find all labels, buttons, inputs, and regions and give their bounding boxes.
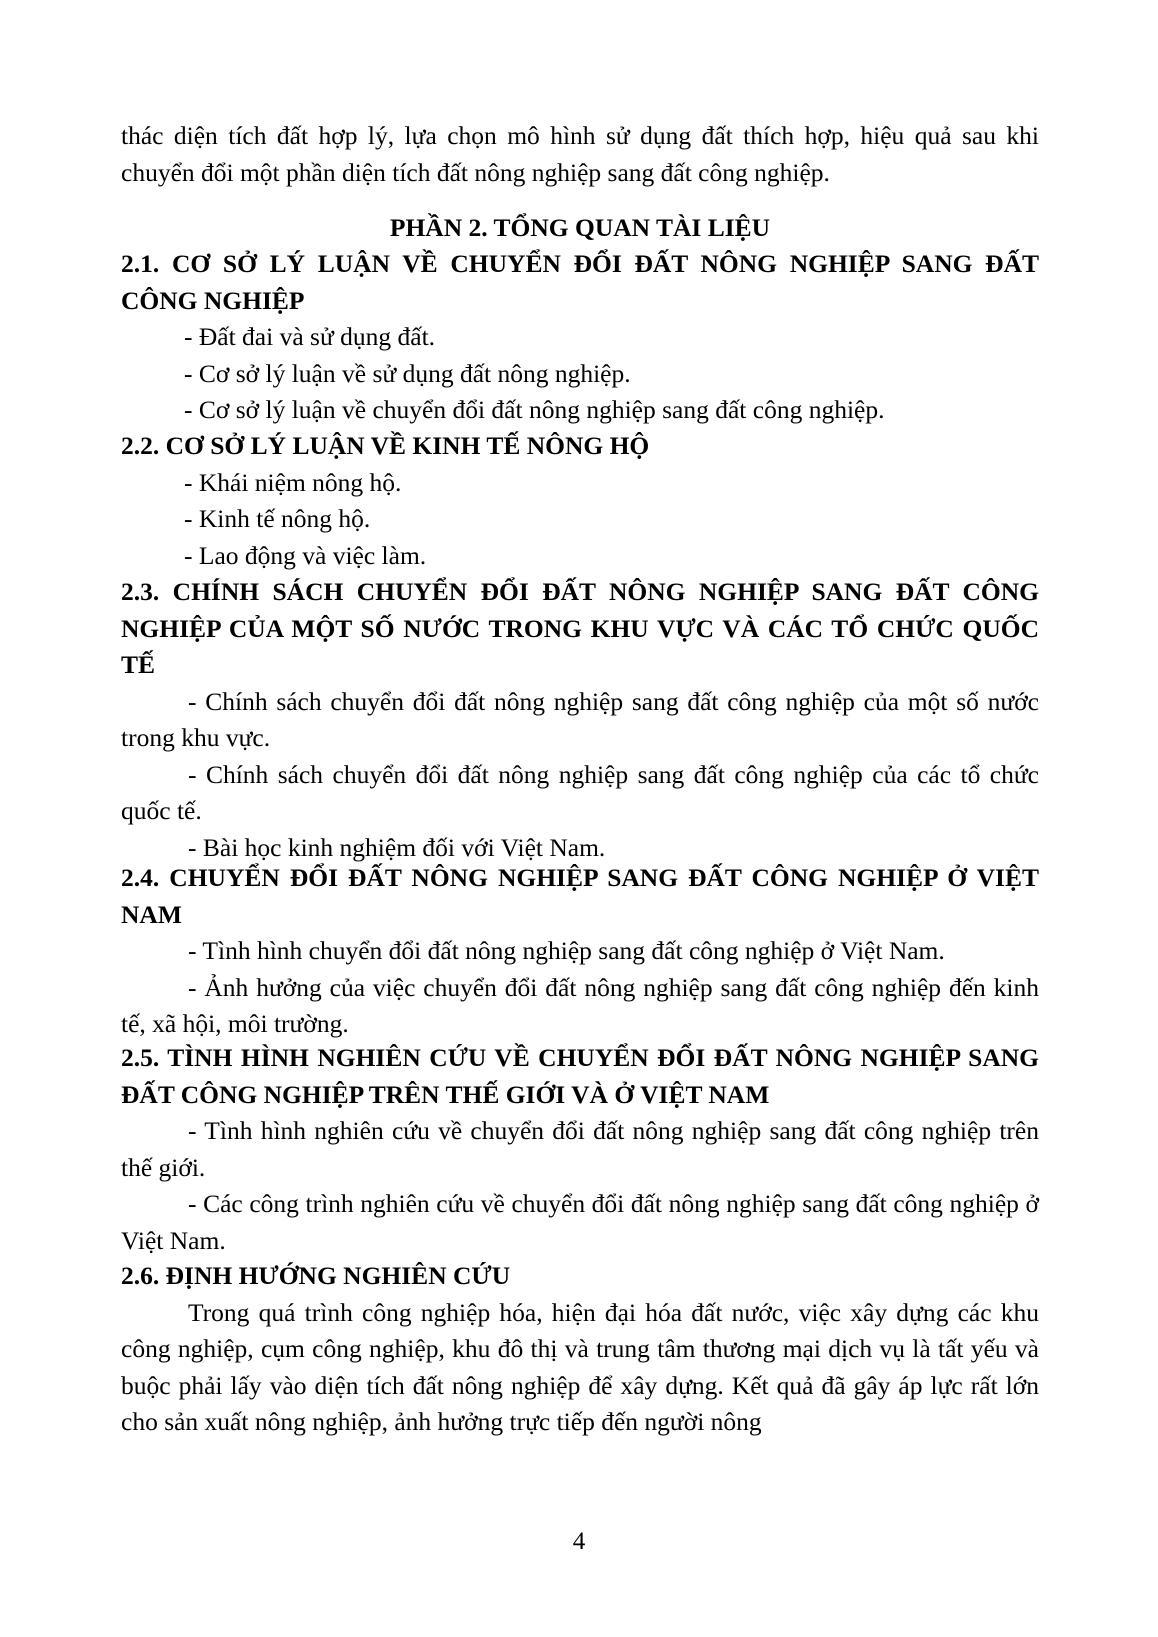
part-block: [121, 210, 1039, 247]
section-2-1: [121, 246, 1039, 429]
list-item: - Cơ sở lý luận về sử dụng đất nông nghiệp.: [184, 358, 631, 388]
section-heading: 2.1. CƠ SỞ LÝ LUẬN VỀ CHUYỂN ĐỔI ĐẤT NÔNG NGHIỆP SANG ĐẤT CÔNG NGHIỆP: [121, 249, 1039, 315]
section-2-3: [121, 574, 1039, 866]
list-item: - Kinh tế nông hộ.: [184, 504, 371, 533]
page-number: 4: [572, 1528, 586, 1555]
list-item: - Chính sách chuyển đổi đất nông nghiệp sang đất công nghiệp của các tổ chức quốc tế.: [121, 759, 1039, 825]
list-item: - Bài học kinh nghiệm đối với Việt Nam.: [188, 832, 606, 862]
body-paragraph: Trong quá trình công nghiệp hóa, hiện đại hóa đất nước, việc xây dựng các khu công nghiệp, cụm công nghiệp, khu đô thị và trung tâm thương mại dịch vụ là tất yếu và buộc phải lấy vào diện tích đất nông nghiệp để xây dựng. Kết quả đã gây áp lực rất lớn cho sản xuất nông nghiệp, ảnh hưởng trực tiếp đến người nông: [121, 1297, 1039, 1436]
section-heading: 2.4. CHUYỂN ĐỔI ĐẤT NÔNG NGHIỆP SANG ĐẤT CÔNG NGHIỆP Ở VIỆT NAM: [121, 863, 1039, 929]
section-heading: 2.3. CHÍNH SÁCH CHUYỂN ĐỔI ĐẤT NÔNG NGHIỆP SANG ĐẤT CÔNG NGHIỆP CỦA MỘT SỐ NƯỚC TRONG KHU VỰC VÀ CÁC TỔ CHỨC QUỐC TẾ: [121, 577, 1039, 679]
section-2-2: [121, 428, 1039, 574]
intro-paragraph: thác diện tích đất hợp lý, lựa chọn mô hình sử dụng đất thích hợp, hiệu quả sau khi chuyển đổi một phần diện tích đất nông nghiệp sang đất công nghiệp.: [121, 121, 1039, 187]
section-2-4: [121, 860, 1039, 1043]
list-item: - Ảnh hưởng của việc chuyển đổi đất nông nghiệp sang đất công nghiệp đến kinh tế, xã hội, môi trường.: [121, 972, 1039, 1038]
section-heading: 2.6. ĐỊNH HƯỚNG NGHIÊN CỨU: [121, 1261, 511, 1290]
section-2-6: [121, 1258, 1039, 1441]
list-item: - Chính sách chuyển đổi đất nông nghiệp sang đất công nghiệp của một số nước trong khu vực.: [121, 686, 1039, 752]
intro-block: [121, 118, 1039, 191]
section-heading: 2.5. TÌNH HÌNH NGHIÊN CỨU VỀ CHUYỂN ĐỔI ĐẤT NÔNG NGHIỆP SANG ĐẤT CÔNG NGHIỆP TRÊN THẾ GIỚI VÀ Ở VIỆT NAM: [121, 1043, 1039, 1109]
list-item: - Tình hình nghiên cứu về chuyển đổi đất nông nghiệp sang đất công nghiệp trên thế giới.: [121, 1116, 1039, 1182]
list-item: - Khái niệm nông hộ.: [184, 467, 402, 497]
part-title: PHẦN 2. TỔNG QUAN TÀI LIỆU: [389, 213, 771, 242]
list-item: - Cơ sở lý luận về chuyển đổi đất nông nghiệp sang đất công nghiệp.: [184, 395, 885, 424]
list-item: - Tình hình chuyển đổi đất nông nghiệp sang đất công nghiệp ở Việt Nam.: [188, 936, 945, 965]
list-item: - Các công trình nghiên cứu về chuyển đổi đất nông nghiệp sang đất công nghiệp ở Việt Nam.: [121, 1189, 1039, 1255]
list-item: - Lao động và việc làm.: [184, 540, 427, 570]
list-item: - Đất đai và sử dụng đất.: [184, 322, 436, 351]
section-heading: 2.2. CƠ SỞ LÝ LUẬN VỀ KINH TẾ NÔNG HỘ: [121, 431, 650, 460]
section-2-5: [121, 1040, 1039, 1259]
